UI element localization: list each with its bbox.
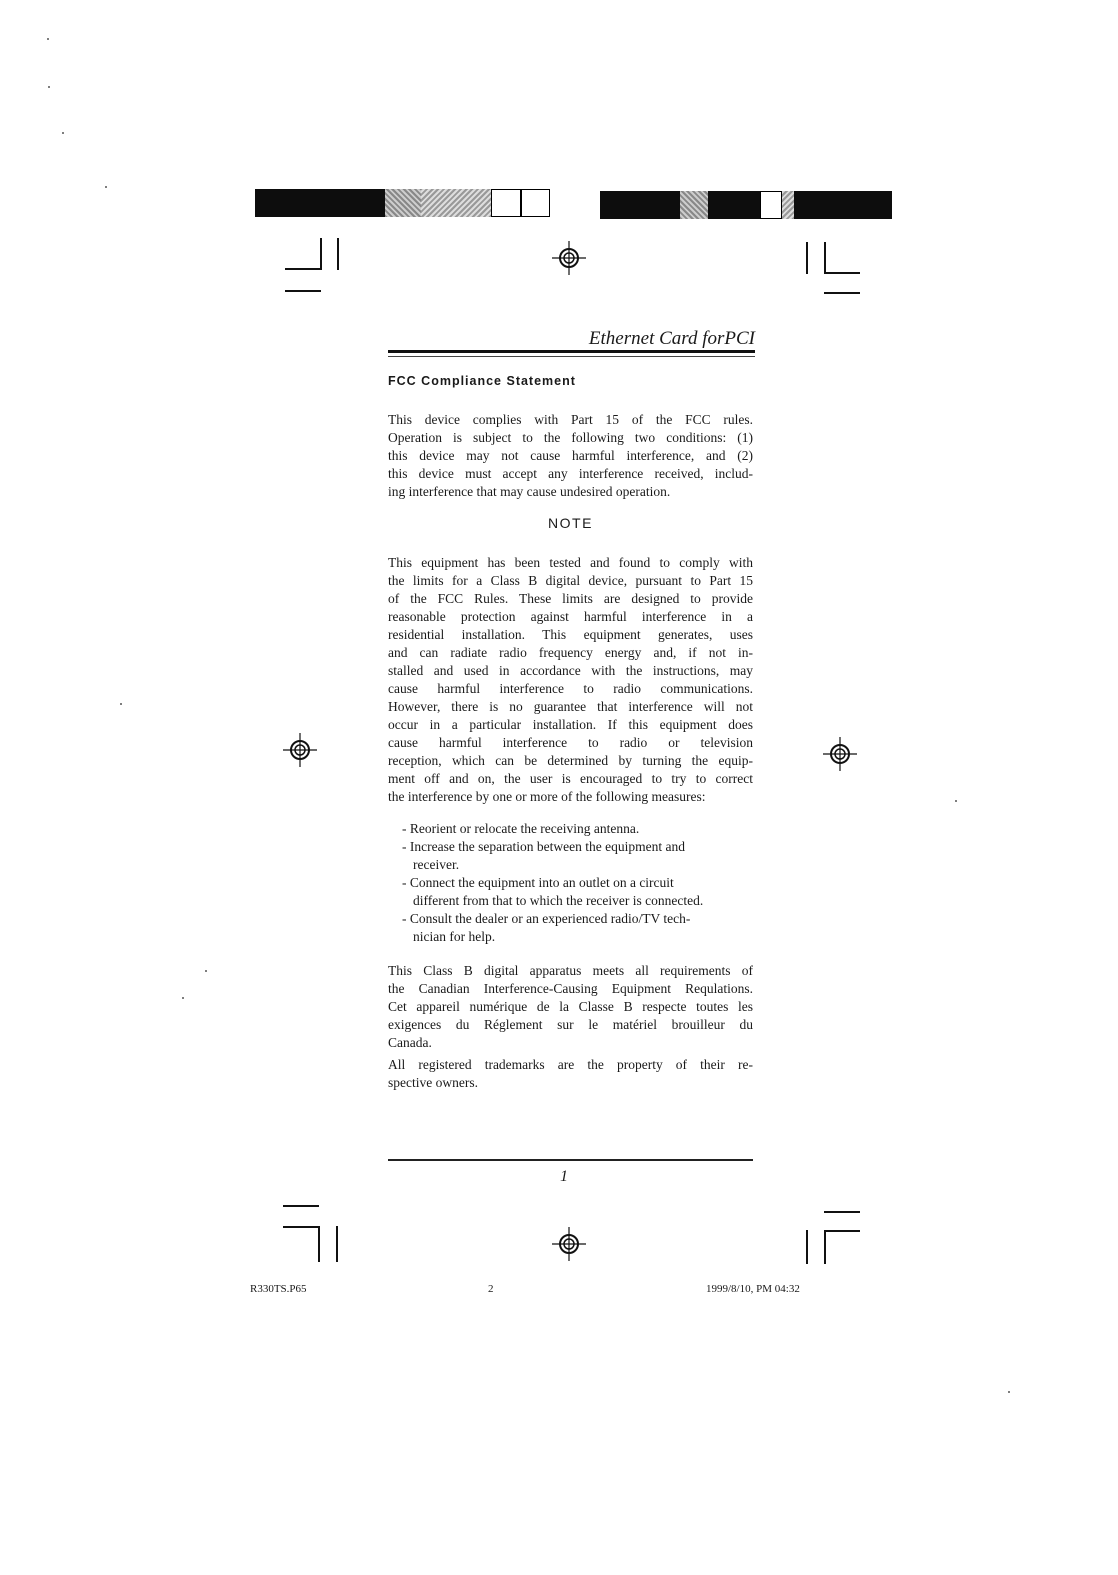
section-title: FCC Compliance Statement (388, 374, 576, 388)
text-line: spective owners. (388, 1075, 478, 1090)
text-line: - Consult the dealer or an experienced radio/TV tech- (402, 911, 691, 926)
text-line: the Canadian Interference-Causing Equipment Requlations. (388, 981, 753, 996)
text-line: this device must accept any interference received, includ- (388, 466, 753, 481)
slug-datetime: 1999/8/10, PM 04:32 (706, 1283, 800, 1295)
white-patch (521, 189, 550, 217)
scan-speck (182, 997, 184, 999)
crop-mark (336, 1226, 338, 1262)
slug-filename: R330TS.P65 (250, 1283, 307, 1295)
text-line: All registered trademarks are the property of their re- (388, 1057, 753, 1072)
note-paragraph (388, 554, 753, 806)
crop-mark (824, 292, 860, 294)
list-item (402, 874, 753, 910)
halftone-patch (385, 189, 421, 217)
crop-mark (824, 242, 826, 274)
list-item (402, 910, 753, 946)
text-line: receiver. (413, 857, 460, 872)
halftone-patch (680, 191, 708, 219)
compliance-paragraph (388, 411, 753, 501)
crop-mark (285, 268, 321, 270)
text-line: - Reorient or relocate the receiving antenna. (402, 821, 640, 836)
scan-speck (62, 132, 64, 134)
scan-speck (120, 703, 122, 705)
crop-mark (824, 272, 860, 274)
text-line: nician for help. (413, 929, 496, 944)
crop-mark (283, 1205, 319, 1207)
crop-mark (824, 1211, 860, 1213)
scan-speck (47, 38, 49, 40)
note-heading: NOTE (548, 515, 593, 531)
header-rule (388, 356, 755, 357)
footer-rule (388, 1159, 753, 1161)
canada-paragraph (388, 962, 753, 1052)
list-item (402, 838, 753, 874)
page-number: 1 (560, 1168, 568, 1185)
text-line: occur in a particular installation. If this equipment does (388, 717, 753, 732)
halftone-patch (782, 191, 794, 219)
text-line: - Connect the equipment into an outlet on a circuit (402, 875, 674, 890)
text-line: However, there is no guarantee that interference will not (388, 699, 753, 714)
crop-mark (824, 1230, 860, 1232)
scan-speck (205, 970, 207, 972)
text-line: stalled and used in accordance with the instructions, may (388, 663, 753, 678)
crop-mark (824, 1230, 826, 1264)
text-line: and can radiate radio frequency energy and, if not in- (388, 645, 753, 660)
scan-speck (955, 800, 957, 802)
halftone-patch (421, 189, 491, 217)
registration-bar-left (255, 189, 550, 217)
text-line: This device complies with Part 15 of the FCC rules. (388, 412, 753, 427)
list-item (402, 820, 753, 838)
crop-mark (285, 290, 321, 292)
crop-mark (337, 238, 339, 270)
text-line: different from that to which the receiver is connected. (413, 893, 704, 908)
text-line: Cet appareil numérique de la Classe B respecte toutes les (388, 999, 753, 1014)
text-line: reception, which can be determined by turning the equip- (388, 753, 753, 768)
text-line: cause harmful interference to radio or television (388, 735, 753, 750)
text-line: residential installation. This equipment generates, uses (388, 627, 753, 642)
crop-mark (318, 1226, 320, 1262)
text-line: reasonable protection against harmful interference in a (388, 609, 753, 624)
text-line: exigences du Réglement sur le matériel brouilleur du (388, 1017, 753, 1032)
text-line: ing interference that may cause undesired operation. (388, 484, 671, 499)
text-line: Canada. (388, 1035, 432, 1050)
text-line: This Class B digital apparatus meets all requirements of (388, 963, 753, 978)
crop-mark (320, 238, 322, 270)
text-line: the interference by one or more of the following measures: (388, 789, 706, 804)
text-line: This equipment has been tested and found to comply with (388, 555, 753, 570)
registration-target-icon (552, 241, 586, 275)
white-patch (760, 191, 782, 219)
text-line: the limits for a Class B digital device, pursuant to Part 15 (388, 573, 753, 588)
registration-target-icon (552, 1227, 586, 1261)
text-line: ment off and on, the user is encouraged to try to correct (388, 771, 753, 786)
scan-speck (105, 186, 107, 188)
crop-mark (283, 1226, 319, 1228)
header-rule (388, 350, 755, 353)
slug-page: 2 (488, 1283, 494, 1295)
measures-list (402, 820, 753, 946)
text-line: - Increase the separation between the equipment and (402, 839, 685, 854)
registration-bar-right (600, 191, 892, 219)
scan-speck (48, 86, 50, 88)
crop-mark (806, 1230, 808, 1264)
text-line: of the FCC Rules. These limits are designed to provide (388, 591, 753, 606)
scan-speck (1008, 1391, 1010, 1393)
text-line: this device may not cause harmful interference, and (2) (388, 448, 753, 463)
trademarks-paragraph (388, 1056, 753, 1092)
text-line: Operation is subject to the following two conditions: (1) (388, 430, 753, 445)
crop-mark (806, 242, 808, 274)
running-header: Ethernet Card forPCI (588, 328, 755, 349)
text-line: cause harmful interference to radio communications. (388, 681, 753, 696)
white-patch (491, 189, 521, 217)
registration-target-icon (823, 737, 857, 771)
registration-target-icon (283, 733, 317, 767)
